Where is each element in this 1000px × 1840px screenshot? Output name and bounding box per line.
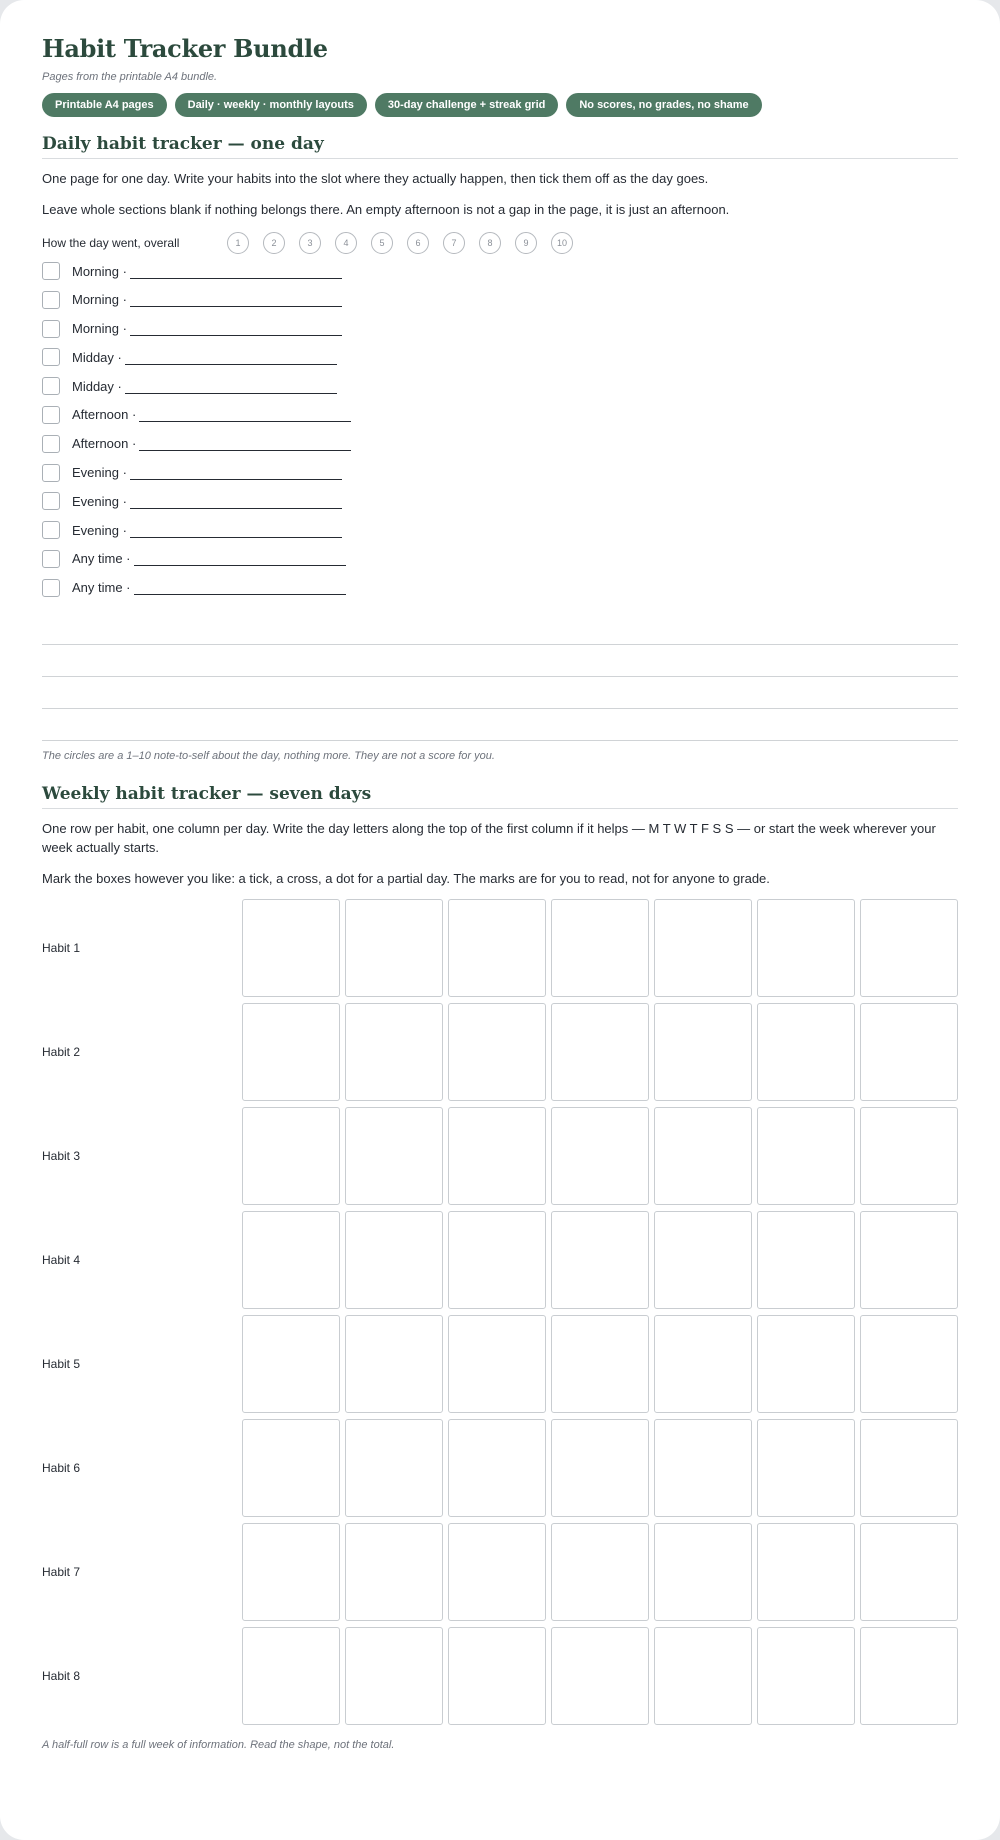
weekly-day-cell[interactable]: [654, 1315, 752, 1413]
weekly-habit-row: [42, 1002, 958, 1102]
habit-checkbox[interactable]: [42, 435, 60, 453]
weekly-day-cell[interactable]: [860, 1003, 958, 1101]
weekly-day-cell[interactable]: [448, 1211, 546, 1309]
weekly-day-cell[interactable]: [654, 899, 752, 997]
habit-checkbox[interactable]: [42, 320, 60, 338]
daily-blank-paragraph: Leave whole sections blank if nothing belongs there. An empty afternoon is not a gap in the page, it is just an afternoon.: [42, 202, 730, 217]
habit-write-line[interactable]: [125, 350, 337, 365]
habit-slot: [42, 520, 958, 540]
weekly-day-cell[interactable]: [757, 899, 855, 997]
habit-write-line[interactable]: [125, 379, 337, 394]
habit-slot: [42, 434, 958, 454]
habit-checkbox[interactable]: [42, 550, 60, 568]
habit-slot-label: Evening ·: [72, 522, 127, 538]
habit-slot: [42, 549, 958, 569]
habit-slot-label: Morning ·: [72, 321, 127, 337]
weekly-day-cell[interactable]: [860, 1107, 958, 1205]
habit-slot-label: Morning ·: [72, 292, 127, 308]
habit-write-line[interactable]: [134, 580, 346, 595]
weekly-day-cell[interactable]: [860, 1523, 958, 1621]
weekly-day-cells: [242, 1107, 958, 1205]
habit-write-line[interactable]: [130, 321, 342, 336]
weekly-day-cell[interactable]: [242, 1107, 340, 1205]
weekly-habit-label: Habit 2: [42, 1044, 81, 1059]
weekly-day-cell[interactable]: [551, 1315, 649, 1413]
weekly-habit-label: Habit 7: [42, 1564, 81, 1579]
weekly-day-cell[interactable]: [551, 1523, 649, 1621]
weekly-day-cell[interactable]: [860, 899, 958, 997]
weekly-habit-label: Habit 6: [42, 1460, 81, 1475]
weekly-habit-label: Habit 5: [42, 1356, 81, 1371]
weekly-day-cell[interactable]: [345, 1419, 443, 1517]
weekly-day-cell[interactable]: [551, 1419, 649, 1517]
weekly-day-cell[interactable]: [654, 1419, 752, 1517]
weekly-day-cell[interactable]: [242, 1211, 340, 1309]
page-subtitle: Pages from the printable A4 bundle.: [42, 71, 218, 83]
habit-write-line[interactable]: [139, 407, 351, 422]
weekly-day-cell[interactable]: [654, 1003, 752, 1101]
weekly-day-cells: [242, 1523, 958, 1621]
weekly-day-cell[interactable]: [654, 1523, 752, 1621]
weekly-day-cell[interactable]: [551, 1627, 649, 1725]
weekly-day-cells: [242, 1003, 958, 1101]
habit-slot-list: [42, 261, 958, 598]
weekly-caption: A half-full row is a full week of information. Read the shape, not the total.: [42, 1738, 395, 1751]
daily-caption: The circles are a 1–10 note-to-self about the day, nothing more. They are not a score for you.: [42, 749, 495, 762]
weekly-day-cell[interactable]: [448, 1107, 546, 1205]
weekly-habit-row: [42, 1106, 958, 1206]
weekly-habit-label: Habit 8: [42, 1668, 81, 1683]
habit-slot-label: Midday ·: [72, 349, 122, 365]
habit-write-line[interactable]: [134, 551, 346, 566]
habit-checkbox[interactable]: [42, 262, 60, 280]
weekly-day-cell[interactable]: [242, 1627, 340, 1725]
weekly-day-cells: [242, 1627, 958, 1725]
weekly-day-cell[interactable]: [242, 1419, 340, 1517]
weekly-day-cell[interactable]: [654, 1627, 752, 1725]
note-line[interactable]: [42, 613, 958, 645]
habit-checkbox[interactable]: [42, 521, 60, 539]
weekly-day-cell[interactable]: [448, 1419, 546, 1517]
habit-checkbox[interactable]: [42, 406, 60, 424]
habit-slot-label: Afternoon ·: [72, 436, 137, 452]
weekly-day-cell[interactable]: [242, 1003, 340, 1101]
weekly-day-cell[interactable]: [345, 1107, 443, 1205]
weekly-day-cell[interactable]: [448, 1003, 546, 1101]
rating-circle[interactable]: 7: [443, 232, 465, 254]
weekly-day-cell[interactable]: [757, 1627, 855, 1725]
habit-slot: [42, 347, 958, 367]
weekly-habit-row: [42, 1210, 958, 1310]
habit-checkbox[interactable]: [42, 579, 60, 597]
weekly-day-cell[interactable]: [654, 1107, 752, 1205]
note-line[interactable]: [42, 709, 958, 741]
weekly-day-cells: [242, 1211, 958, 1309]
weekly-day-cell[interactable]: [757, 1107, 855, 1205]
weekly-day-cell[interactable]: [242, 899, 340, 997]
rating-circle[interactable]: 2: [263, 232, 285, 254]
habit-slot-label: Any time ·: [72, 551, 131, 567]
weekly-day-cell[interactable]: [345, 1315, 443, 1413]
weekly-section-title: Weekly habit tracker — seven days: [42, 784, 958, 809]
weekly-day-cell[interactable]: [448, 1523, 546, 1621]
habit-write-line[interactable]: [130, 494, 342, 509]
habit-write-line[interactable]: [139, 436, 351, 451]
weekly-day-cell[interactable]: [345, 1003, 443, 1101]
rating-circle[interactable]: 5: [371, 232, 393, 254]
weekly-habit-grid: [42, 898, 958, 1726]
weekly-habit-row: [42, 1314, 958, 1414]
daily-intro-paragraph: One page for one day. Write your habits into the slot where they actually happen, then tick them off as the day goes.: [42, 171, 709, 186]
habit-slot-label: Evening ·: [72, 465, 127, 481]
weekly-day-cell[interactable]: [551, 899, 649, 997]
weekly-day-cell[interactable]: [654, 1211, 752, 1309]
habit-checkbox[interactable]: [42, 377, 60, 395]
feature-pill: Daily · weekly · monthly layouts: [175, 93, 367, 117]
day-rating-circles: [227, 232, 573, 254]
weekly-day-cell[interactable]: [860, 1627, 958, 1725]
weekly-habit-label: Habit 1: [42, 940, 81, 955]
rating-circle[interactable]: 6: [407, 232, 429, 254]
habit-write-line[interactable]: [130, 523, 342, 538]
weekly-day-cell[interactable]: [757, 1003, 855, 1101]
weekly-day-cell[interactable]: [242, 1523, 340, 1621]
weekly-day-cell[interactable]: [860, 1419, 958, 1517]
weekly-day-cell[interactable]: [345, 1627, 443, 1725]
weekly-day-cell[interactable]: [448, 1315, 546, 1413]
weekly-habit-row: [42, 898, 958, 998]
habit-checkbox[interactable]: [42, 464, 60, 482]
feature-pill: 30-day challenge + streak grid: [375, 93, 558, 117]
weekly-day-cell[interactable]: [757, 1419, 855, 1517]
rating-circle[interactable]: 3: [299, 232, 321, 254]
note-line[interactable]: [42, 677, 958, 709]
habit-slot: [42, 405, 958, 425]
rating-circle[interactable]: 9: [515, 232, 537, 254]
weekly-day-cell[interactable]: [448, 899, 546, 997]
weekly-habit-row: [42, 1522, 958, 1622]
habit-slot-label: Midday ·: [72, 378, 122, 394]
weekly-habit-label: Habit 4: [42, 1252, 81, 1267]
weekly-day-cell[interactable]: [345, 899, 443, 997]
habit-slot: [42, 376, 958, 396]
weekly-day-cells: [242, 899, 958, 997]
rating-circle[interactable]: 1: [227, 232, 249, 254]
rating-circle[interactable]: 4: [335, 232, 357, 254]
weekly-day-cell[interactable]: [551, 1003, 649, 1101]
weekly-habit-row: [42, 1626, 958, 1726]
weekly-day-cell[interactable]: [757, 1315, 855, 1413]
habit-checkbox[interactable]: [42, 348, 60, 366]
weekly-day-cells: [242, 1419, 958, 1517]
weekly-day-cell[interactable]: [448, 1627, 546, 1725]
habit-slot: [42, 290, 958, 310]
feature-pill: Printable A4 pages: [42, 93, 167, 117]
weekly-habit-row: [42, 1418, 958, 1518]
day-rating-label: How the day went, overall: [42, 236, 180, 250]
habit-write-line[interactable]: [130, 465, 342, 480]
habit-checkbox[interactable]: [42, 291, 60, 309]
weekly-day-cell[interactable]: [757, 1523, 855, 1621]
habit-slot-label: Any time ·: [72, 580, 131, 596]
weekly-day-cell[interactable]: [345, 1211, 443, 1309]
page-title: Habit Tracker Bundle: [42, 34, 328, 63]
habit-slot: [42, 261, 958, 281]
daily-section-title: Daily habit tracker — one day: [42, 134, 958, 159]
weekly-day-cells: [242, 1315, 958, 1413]
note-line[interactable]: [42, 645, 958, 677]
rating-circle[interactable]: 10: [551, 232, 573, 254]
weekly-day-cell[interactable]: [551, 1107, 649, 1205]
weekly-day-cell[interactable]: [242, 1315, 340, 1413]
habit-checkbox[interactable]: [42, 492, 60, 510]
habit-slot-label: Morning ·: [72, 263, 127, 279]
habit-slot: [42, 491, 958, 511]
habit-slot: [42, 319, 958, 339]
feature-pills: [42, 93, 958, 117]
weekly-habit-label: Habit 3: [42, 1148, 81, 1163]
habit-write-line[interactable]: [130, 264, 342, 279]
habit-slot-label: Evening ·: [72, 493, 127, 509]
habit-slot: [42, 578, 958, 598]
weekly-marks-paragraph: Mark the boxes however you like: a tick, a cross, a dot for a partial day. The marks are for you to read, not for anyone to grade.: [42, 870, 770, 886]
rating-circle[interactable]: 8: [479, 232, 501, 254]
weekly-day-cell[interactable]: [860, 1315, 958, 1413]
day-rating-row: [42, 232, 958, 254]
weekly-day-cell[interactable]: [345, 1523, 443, 1621]
weekly-day-cell[interactable]: [860, 1211, 958, 1309]
habit-slot-label: Afternoon ·: [72, 407, 137, 423]
weekly-intro-paragraph: One row per habit, one column per day. Write the day letters along the top of the first column if it helps — M T W T F S S — or start the week wherever your week actually starts.: [42, 820, 936, 855]
habit-slot: [42, 463, 958, 483]
habit-write-line[interactable]: [130, 292, 342, 307]
weekly-day-cell[interactable]: [551, 1211, 649, 1309]
weekly-day-cell[interactable]: [757, 1211, 855, 1309]
feature-pill: No scores, no grades, no shame: [566, 93, 761, 117]
notes-area[interactable]: [42, 613, 958, 741]
